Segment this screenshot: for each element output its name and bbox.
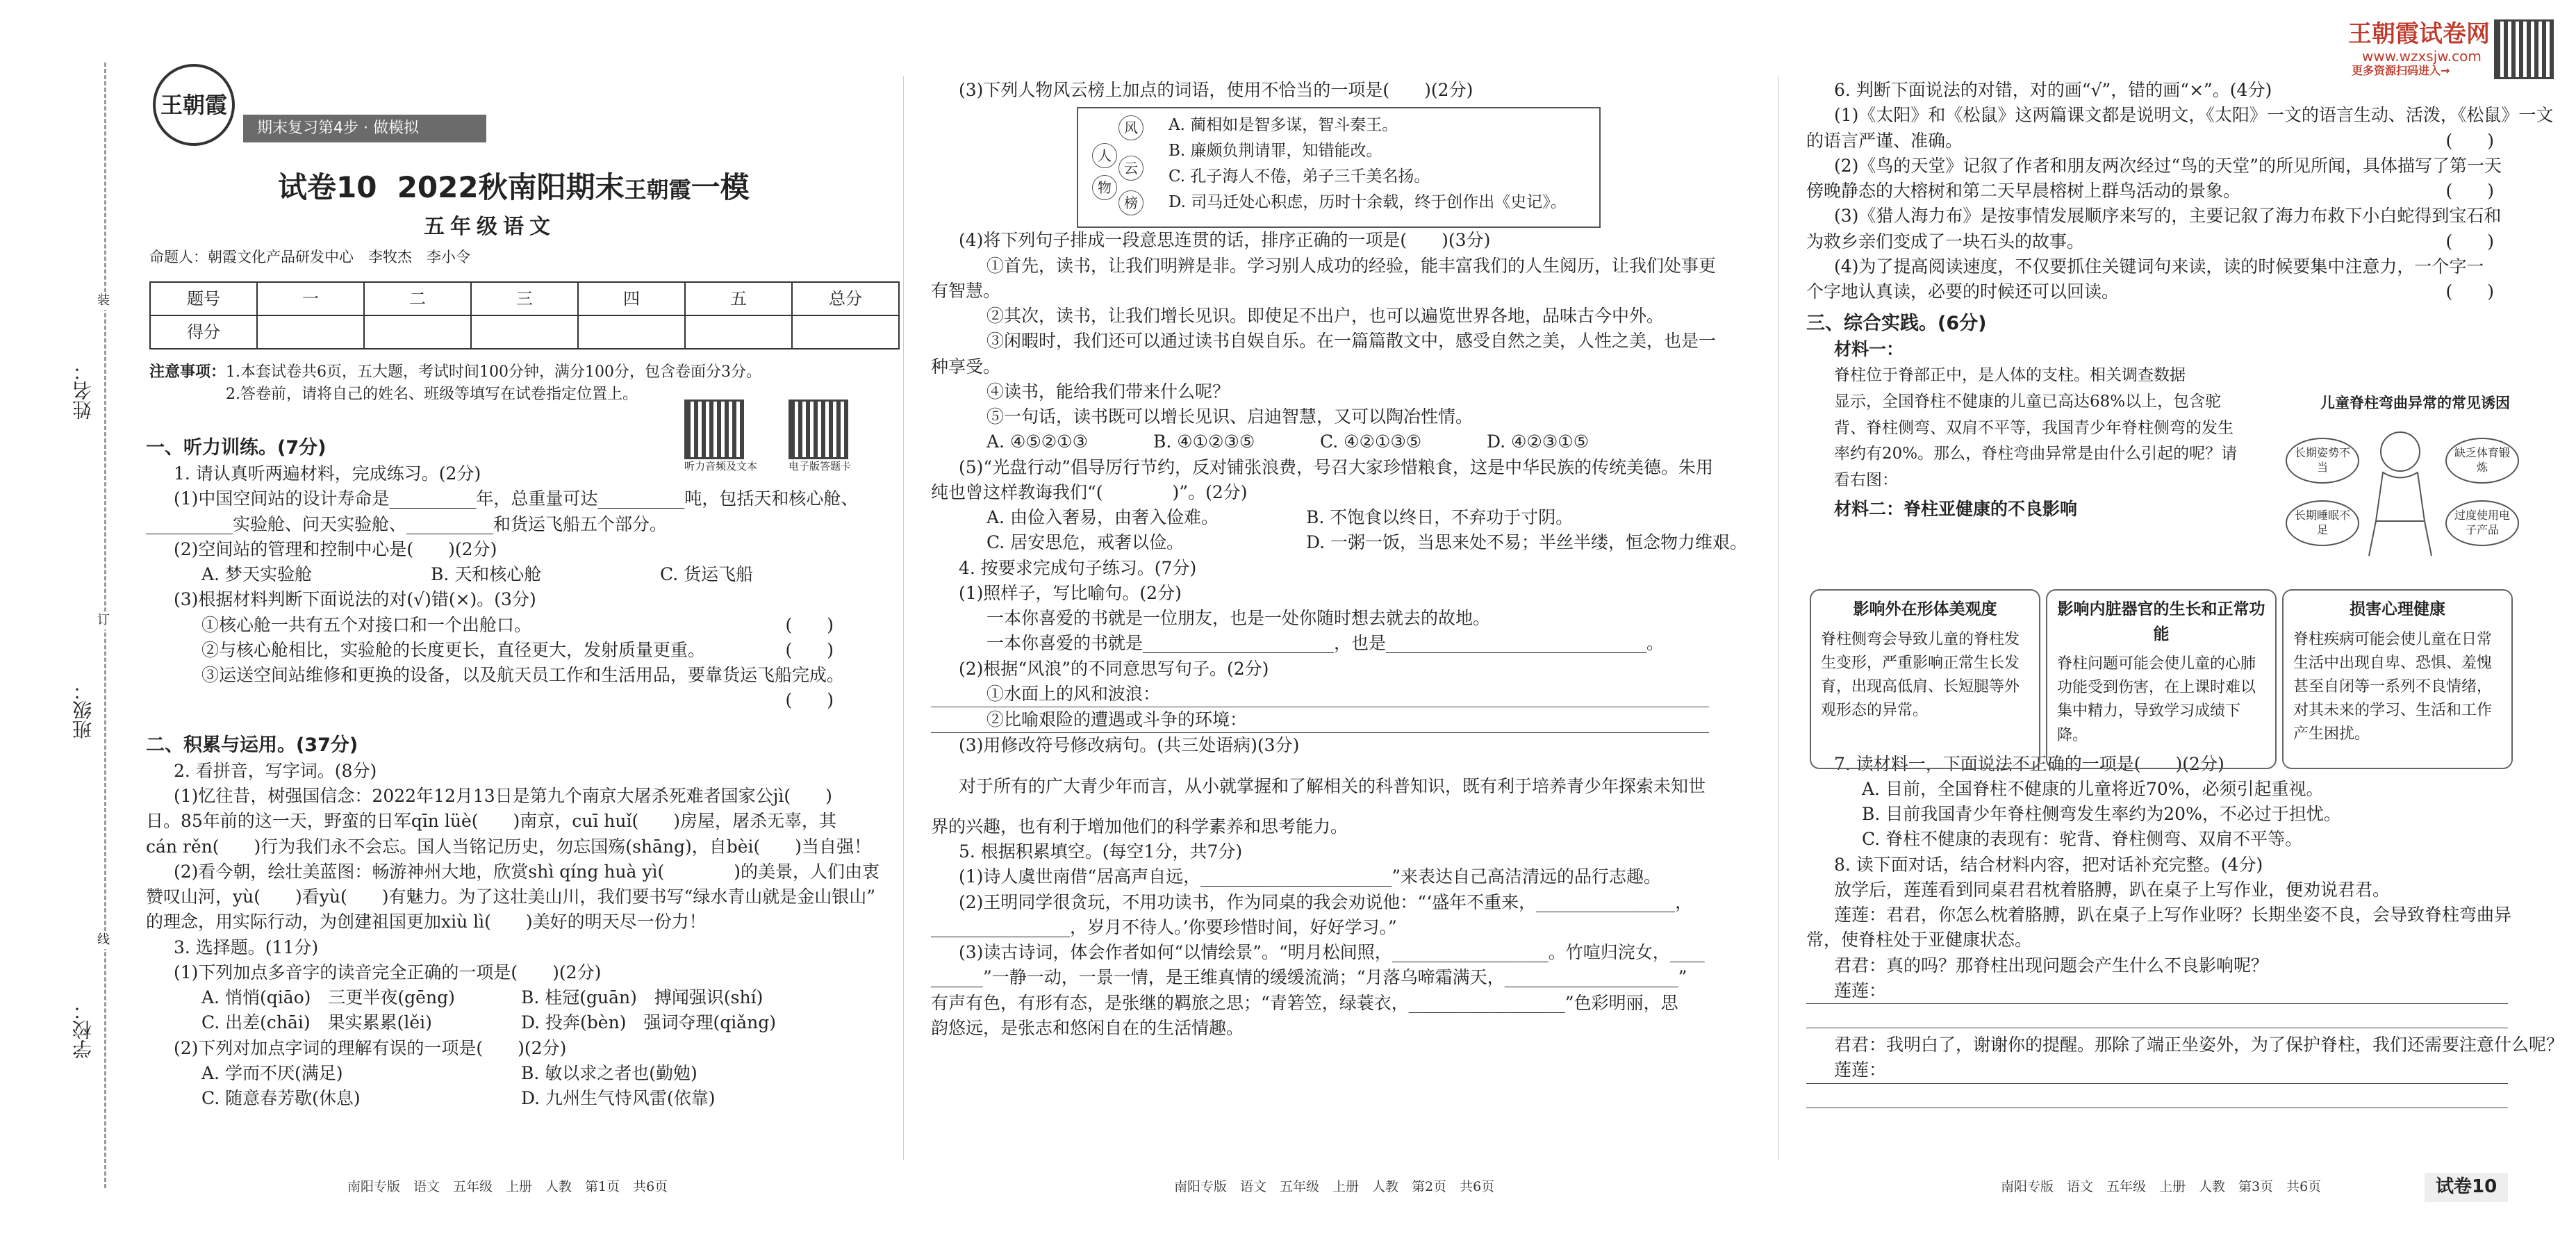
section-1-title: 一、听力训练。(7分) <box>146 437 327 459</box>
section-3-title: 三、综合实践。(6分) <box>1806 313 1987 335</box>
q8-dialog-1b: 常，使脊柱处于亚健康状态。 <box>1806 930 2033 950</box>
text-line: 显示，全国脊柱不健康的儿童已高达68%以上，包含驼 <box>1834 392 2222 411</box>
q5-3d: 韵悠远，是张志和悠闲自在的生活情趣。 <box>931 1017 1244 1038</box>
option[interactable]: B. 目前我国青少年脊柱侧弯发生率约为20%，不必过于担忧。 <box>1862 804 2341 825</box>
qr-audio-caption: 听力音频及文本 <box>684 460 758 472</box>
score-cell[interactable] <box>364 315 471 349</box>
q3-2-options <box>146 1061 875 1086</box>
q3-1-options <box>146 985 875 1010</box>
q1-2: (2)空间站的管理和控制中心是( )(2分) <box>174 538 497 559</box>
subtitle: 五年级语文 <box>424 215 556 239</box>
q3-2-options <box>146 1086 875 1111</box>
name-label: 姓名： <box>72 361 94 420</box>
score-head-6: 总分 <box>792 282 899 315</box>
q2-2a: (2)看今朝，绘壮美蓝图：畅游神州大地，欣赏shì qíng huà yì( )的美景，人们由衷 <box>174 861 880 882</box>
answer-line[interactable] <box>1806 1004 2508 1028</box>
q5-2[interactable]: (2)王明同学很贪玩，不用功读书，作为同桌的我会劝说他：“‘盛年不重来，________________， <box>959 891 1693 912</box>
section-2-title: 二、积累与运用。(37分) <box>146 734 358 756</box>
option[interactable]: A. 目前，全国脊柱不健康的儿童将近70%，必须引起重视。 <box>1862 778 2324 799</box>
score-head-3: 三 <box>471 282 578 315</box>
answer-paren[interactable]: ( ) <box>2445 181 2494 201</box>
q8-dialog-2: 君君：真的吗？那脊柱出现问题会产生什么不良影响呢？ <box>1834 955 2269 976</box>
score-cell[interactable] <box>685 315 792 349</box>
sentence-1: ①首先，读书，让我们明辨是非。学习别人成功的经验，能丰富我们的人生阅历，让我们处事更 <box>986 255 1717 276</box>
step-banner: 期末复习第4步 · 做模拟 <box>243 115 486 142</box>
option[interactable]: A. 蔺相如是智多谋，智斗秦王。 <box>1169 116 1398 135</box>
cause-bubble: 长期睡眠不足 <box>2286 500 2359 546</box>
q1-3-item <box>146 638 875 663</box>
ranking-tag <box>1091 115 1167 220</box>
footer-page-1: 南阳专版 语文 五年级 上册 人教 第1页 共6页 <box>347 1179 668 1194</box>
option[interactable]: B. 桂冠(guān) 搏闻强识(shí) <box>521 987 763 1008</box>
q2-2b: 赞叹山河，yù( )看yù( )有魅力。为了这壮美山川，我们要书写“绿水青山就是金山银山” <box>146 887 876 907</box>
statement: ②与核心舱相比，实验舱的长度更长，直径更大，发射质量更重。 <box>201 639 706 660</box>
q6-3: (3)《猎人海力布》是按事情发展顺序来写的，主要记叙了海力布救下小白蛇得到宝石和 <box>1834 206 2502 227</box>
sentence-2: ②其次，读书，让我们增长见识。即使足不出户，也可以遍览世界各地，品味古今中外。 <box>986 306 1665 326</box>
answer-line[interactable] <box>1806 1084 2508 1108</box>
q6-4b <box>1806 279 2536 304</box>
score-head-2: 二 <box>364 282 471 315</box>
option[interactable]: D. 投奔(bèn) 强词夺理(qiǎng) <box>521 1012 776 1033</box>
q2-1b: 日。85年前的这一天，野蛮的日军qīn lüè( )南京，cuī huǐ( )房屋，屠杀无辜，其 <box>146 811 837 832</box>
q3-4-options <box>931 429 1737 454</box>
q4-1a: 一本你喜爱的书就是一位朋友，也是一处你随时想去就去的故地。 <box>986 608 1491 628</box>
option[interactable]: D. 司马迁处心积虑，历时十余载，终于创作出《史记》。 <box>1169 192 1567 211</box>
q8-dialog-1: 莲莲：君君，你怎么枕着胳膊，趴在桌子上写作业呀？长期坐姿不良，会导致脊柱弯曲异 <box>1834 905 2512 925</box>
divider <box>1778 76 1779 1160</box>
q6-4: (4)为了提高阅读速度，不仅要抓住关键词句来读，读的时候要集中注意力，一个字一 <box>1834 256 2484 277</box>
score-table <box>149 281 900 349</box>
binding-mark-1: 装 <box>97 292 110 310</box>
q6-3b <box>1806 229 2536 254</box>
q1-3-item <box>146 663 875 688</box>
q6-2: (2)《鸟的天堂》记叙了作者和朋友两次经过“鸟的天堂”的所见所闻，具体描写了第一天 <box>1834 155 2502 176</box>
answer-paren[interactable]: ( ) <box>2445 231 2494 252</box>
effect-text: 脊柱问题可能会使儿童的心肺功能受到伤害，在上课时难以集中精力，导致学习成绩下降。 <box>2057 655 2256 744</box>
option[interactable]: D. 九州生气恃风雷(依靠) <box>521 1088 716 1109</box>
score-cell[interactable] <box>471 315 578 349</box>
q4-2b[interactable]: ②比喻艰险的遭遇或斗争的环境： <box>931 707 1709 733</box>
site-url: www.wzxsjw.com <box>2362 48 2482 65</box>
score-head-5: 五 <box>685 282 792 315</box>
score-cell[interactable] <box>257 315 364 349</box>
site-brand: 王朝霞试卷网 <box>2348 20 2490 48</box>
answer-paren[interactable]: ( ) <box>785 690 834 711</box>
effect-title: 影响内脏器官的生长和正常功能 <box>2057 600 2265 643</box>
q5-3[interactable]: (3)读古诗词，体会作者如何“以情绘景”。“明月松间照，__________________。竹喧归浣女，____ <box>959 942 1705 962</box>
tag-char: 榜 <box>1118 190 1143 215</box>
answer-paren[interactable]: ( ) <box>785 614 834 635</box>
notes <box>149 361 761 406</box>
option[interactable]: C. 居安思危，戒奢以俭。 <box>986 532 1184 553</box>
option[interactable]: C. 出差(chāi) 果实累累(lěi) <box>201 1012 432 1033</box>
child-illustration-icon <box>2286 417 2515 566</box>
q8-answer-2[interactable]: 莲莲： <box>1806 1057 2508 1083</box>
q4-2a[interactable]: ①水面上的风和波浪： <box>931 682 1709 707</box>
q4-2: (2)根据“风浪”的不同意思写句子。(2分) <box>959 658 1269 679</box>
answer-paren[interactable]: ( ) <box>785 639 834 660</box>
effect-title: 损害心理健康 <box>2350 600 2445 618</box>
figure-title: 儿童脊柱弯曲异常的常见诱因 <box>2320 395 2510 411</box>
q1-1b: __________实验舱、问天实验舱、__________和货运飞船五个部分。 <box>146 513 668 534</box>
score-cell[interactable] <box>578 315 685 349</box>
tag-char: 风 <box>1118 115 1143 140</box>
q2-title: 2. 看拼音，写字词。(8分) <box>174 760 377 781</box>
tag-char: 物 <box>1092 175 1117 200</box>
effect-box-3 <box>2282 589 2513 769</box>
site-note: 更多资源扫码进入→ <box>2352 64 2450 77</box>
brand-logo: 王朝霞 <box>153 64 235 146</box>
option[interactable]: D. 一粥一饭，当思来处不易；半丝半缕，恒念物力维艰。 <box>1306 532 1748 553</box>
option[interactable]: A. 由俭入奢易，由奢入俭难。 <box>986 507 1219 527</box>
q4-3a: 对于所有的广大青少年而言，从小就掌握和了解相关的科普知识，既有利于培养青少年探索未知世 <box>959 775 1706 796</box>
class-label: 班级： <box>72 681 94 739</box>
option[interactable]: B. 廉颇负荆请罪，知错能改。 <box>1169 142 1382 160</box>
option[interactable]: A. ④⑤②①③ <box>986 431 1089 452</box>
statement: 傍晚静态的大榕树和第二天早晨榕树上群鸟活动的景象。 <box>1806 181 2241 201</box>
q5-1[interactable]: (1)诗人虞世南借“居高声自远，______________________”来表达自己高洁清远的品行志趣。 <box>959 866 1661 887</box>
answer-paren[interactable]: ( ) <box>2445 281 2494 302</box>
sentence-1b: 有智慧。 <box>931 280 1001 301</box>
q5-3b[interactable]: ______”一静一动，一景一情，是王维真情的缓缓流淌；“月落乌啼霜满天，____________________” <box>931 967 1687 988</box>
option[interactable]: A. 梦天实验舱 <box>201 564 312 585</box>
q6-1: (1)《太阳》和《松鼠》这两篇课文都是说明文，《太阳》一文的语言生动、活泼，《松鼠》一文 <box>1834 105 2554 126</box>
ranking-box <box>1077 107 1601 228</box>
answer-paren[interactable]: ( ) <box>2445 130 2494 151</box>
authors: 命题人：朝霞文化产品研发中心 李牧杰 李小令 <box>149 249 470 265</box>
q2-2c: 的理念，用实际行动，为创建祖国更加xiù lì( )美好的明天尽一份力！ <box>146 912 707 932</box>
q3-1: (1)下列加点多音字的读音完全正确的一项是( )(2分) <box>174 962 602 982</box>
material-1-label: 材料一： <box>1834 339 1904 360</box>
ranking-options <box>1169 113 1567 215</box>
score-head-1: 一 <box>257 282 364 315</box>
option[interactable]: B. 不饱食以终日，不弃功于寸阴。 <box>1306 507 1574 527</box>
q2-1c: cán rěn( )行为我们永不会忘。国人当铭记历史，勿忘国殇(shāng)，自bèi( )当自强！ <box>146 836 872 857</box>
q1-3-item <box>146 613 875 638</box>
q3-3: (3)下列人物风云榜上加点的词语，使用不恰当的一项是( )(2分) <box>959 80 1473 100</box>
text-line: 脊柱位于脊部正中，是人体的支柱。相关调查数据 <box>1834 365 2186 384</box>
tag-char: 云 <box>1118 156 1143 181</box>
footer-page-3: 南阳专版 语文 五年级 上册 人教 第3页 共6页 <box>2001 1179 2322 1194</box>
q3-1-options <box>146 1010 875 1035</box>
effect-text: 脊柱疾病可能会使儿童在日常生活中出现自卑、恐惧、羞愧甚至自闭等一系列不良情绪，对其未来的学习、生活和工作产生困扰。 <box>2293 630 2493 743</box>
note-1: 1.本套试卷共6页，五大题，考试时间100分钟，满分100分，包含卷面分3分。 <box>226 363 761 381</box>
column-2 <box>931 78 1748 1041</box>
q1-2-options <box>146 562 875 587</box>
q2-1a: (1)忆往昔，树强国信念：2022年12月13日是第九个南京大屠杀死难者国家公jì( ) <box>174 786 832 807</box>
q8-answer-1[interactable]: 莲莲： <box>1806 978 2508 1004</box>
q8-dialog-3: 君君：我明白了，谢谢你的提醒。那除了端正坐姿外，为了保护脊柱，我们还需要注意什么呢？ <box>1834 1035 2564 1055</box>
page-title: 试卷10 2022秋南阳期末王朝霞一模 <box>278 170 750 204</box>
q4-3b: 界的兴趣，也有利于增加他们的科学素养和思考能力。 <box>931 816 1348 837</box>
material-1-text <box>1806 363 2293 495</box>
q1-3: (3)根据材料判断下面说法的对(√)错(×)。(3分) <box>174 589 536 610</box>
q4-1: (1)照样子，写比喻句。(2分) <box>959 582 1182 603</box>
option[interactable]: C. 脊柱不健康的表现有：驼背、脊柱侧弯、双肩不平等。 <box>1862 829 2303 850</box>
school-label: 学校： <box>72 1001 94 1059</box>
sentence-5: ⑤一句话，读书既可以增长见识、启迪智慧，又可以陶冶性情。 <box>986 406 1473 427</box>
statement: ③运送空间站维修和更换的设备，以及航天员工作和生活用品，要靠货运飞船完成。 <box>201 665 845 686</box>
cause-bubble: 过度使用电子产品 <box>2445 500 2519 546</box>
text-line: 背、脊柱侧弯、双肩不平等，我国青少年脊柱侧弯的发生 <box>1834 418 2234 437</box>
q3-4: (4)将下列句子排成一段意思连贯的话，排序正确的一项是( )(3分) <box>959 230 1491 251</box>
material-2-label: 材料二：脊柱亚健康的不良影响 <box>1834 499 2078 520</box>
q1-1: (1)中国空间站的设计寿命是__________年，总重量可达__________吨，包括天和核心舱、 <box>174 488 859 509</box>
q1-3-item <box>146 688 875 713</box>
q1-title: 1. 请认真听两遍材料，完成练习。(2分) <box>174 463 481 484</box>
q3-2: (2)下列对加点字词的理解有误的一项是( )(2分) <box>174 1037 567 1058</box>
option[interactable]: A. 悄悄(qiāo) 三更半夜(gēng) <box>201 987 455 1008</box>
paper-badge: 试卷10 <box>2425 1173 2508 1202</box>
q8-intro: 放学后，莲莲看到同桌君君枕着胳膊，趴在桌子上写作业，便劝说君君。 <box>1834 879 2391 900</box>
footer-page-2: 南阳专版 语文 五年级 上册 人教 第2页 共6页 <box>1174 1179 1495 1194</box>
q7-title: 7. 读材料一，下面说法不正确的一项是( )(2分) <box>1834 753 2224 774</box>
q5-title: 5. 根据积累填空。(每空1分，共7分) <box>959 841 1243 862</box>
score-head-0: 题号 <box>150 282 257 315</box>
cause-bubble: 缺乏体育锻炼 <box>2445 438 2519 484</box>
effect-title: 影响外在形体美观度 <box>1853 600 1997 618</box>
option[interactable]: C. 随意春芳歇(休息) <box>201 1088 361 1109</box>
q6-1b <box>1806 129 2536 154</box>
q5-3c[interactable]: 有声有色，有形有态，是张继的羁旅之思；“青箬笠，绿蓑衣，__________________”色彩明丽，思 <box>931 992 1678 1013</box>
q6-2b <box>1806 179 2536 204</box>
option[interactable]: B. 天和核心舱 <box>431 564 542 585</box>
q4-1b[interactable]: 一本你喜爱的书就是______________________，也是______________________________。 <box>986 633 1665 654</box>
option[interactable]: B. 敏以求之者也(勤勉) <box>521 1062 697 1083</box>
binding-mark-3: 线 <box>97 931 110 949</box>
option[interactable]: C. 孔子海人不倦，弟子三千美名扬。 <box>1169 167 1430 186</box>
q5-2b[interactable]: ________________，岁月不待人。’你要珍惜时间，好好学习。” <box>931 916 1397 937</box>
q3-5-options <box>931 505 1737 530</box>
statement: 个字地认真读，必要的时候还可以回读。 <box>1806 281 2120 302</box>
statement: ①核心舱一共有五个对接口和一个出舱口。 <box>201 614 532 635</box>
sentence-3: ③闲暇时，我们还可以通过读书自娱自乐。在一篇篇散文中，感受自然之美，人性之美，也是一 <box>986 331 1717 352</box>
sentence-3b: 种享受。 <box>931 356 1001 377</box>
effect-text: 脊柱侧弯会导致儿童的脊柱发生变形，严重影响正常生长发育，出现高低肩、长短腿等外观形态的异常。 <box>1821 630 2020 719</box>
option[interactable]: A. 学而不厌(满足) <box>201 1062 343 1083</box>
cause-bubble: 长期姿势不当 <box>2286 438 2359 484</box>
note-2: 2.答卷前，请将自己的姓名、班级等填写在试卷指定位置上。 <box>226 385 638 403</box>
option[interactable]: B. ④①②③⑤ <box>1153 431 1255 452</box>
score-cell[interactable] <box>792 315 899 349</box>
q3-5-options <box>931 530 1748 555</box>
option[interactable]: D. ④②③①⑤ <box>1487 431 1590 452</box>
q3-5: (5)“光盘行动”倡导厉行节约，反对铺张浪费，号召大家珍惜粮食，这是中华民族的传统美德。朱用 <box>959 456 1713 477</box>
qr-answer-caption: 电子版答题卡 <box>789 460 852 472</box>
sentence-4: ④读书，能给我们带来什么呢？ <box>986 381 1230 402</box>
column-1 <box>146 434 880 1111</box>
score-label: 得分 <box>150 315 257 349</box>
q4-title: 4. 按要求完成句子练习。(7分) <box>959 557 1197 578</box>
effect-box-2 <box>2046 589 2277 769</box>
option[interactable]: C. 货运飞船 <box>660 564 754 585</box>
statement: 为救乡亲们变成了一块石头的故事。 <box>1806 231 2085 252</box>
figure-causes <box>2286 417 2515 566</box>
q3-5b: 纯也曾这样教诲我们“( )”。(2分) <box>931 481 1248 502</box>
text-line: 率约有20%。那么，脊柱弯曲异常是由什么引起的呢？请 <box>1834 445 2238 463</box>
q6-title: 6. 判断下面说法的对错，对的画“√”，错的画“×”。(4分) <box>1834 80 2272 100</box>
notes-label: 注意事项： <box>149 363 226 381</box>
tag-char: 人 <box>1092 143 1117 168</box>
binding-mark-2: 订 <box>97 611 110 629</box>
q3-title: 3. 选择题。(11分) <box>174 937 319 957</box>
score-head-4: 四 <box>578 282 685 315</box>
statement: 的语言严谨、准确。 <box>1806 130 1963 151</box>
divider <box>903 76 904 1160</box>
option[interactable]: C. ④②①③⑤ <box>1320 431 1422 452</box>
text-line: 看右图： <box>1834 471 1898 490</box>
effect-box-1 <box>1810 589 2040 769</box>
site-qr-icon[interactable] <box>2494 19 2554 79</box>
q8-title: 8. 读下面对话，结合材料内容，把对话补充完整。(4分) <box>1834 854 2263 875</box>
q4-3: (3)用修改符号修改病句。(共三处语病)(3分) <box>959 735 1300 756</box>
